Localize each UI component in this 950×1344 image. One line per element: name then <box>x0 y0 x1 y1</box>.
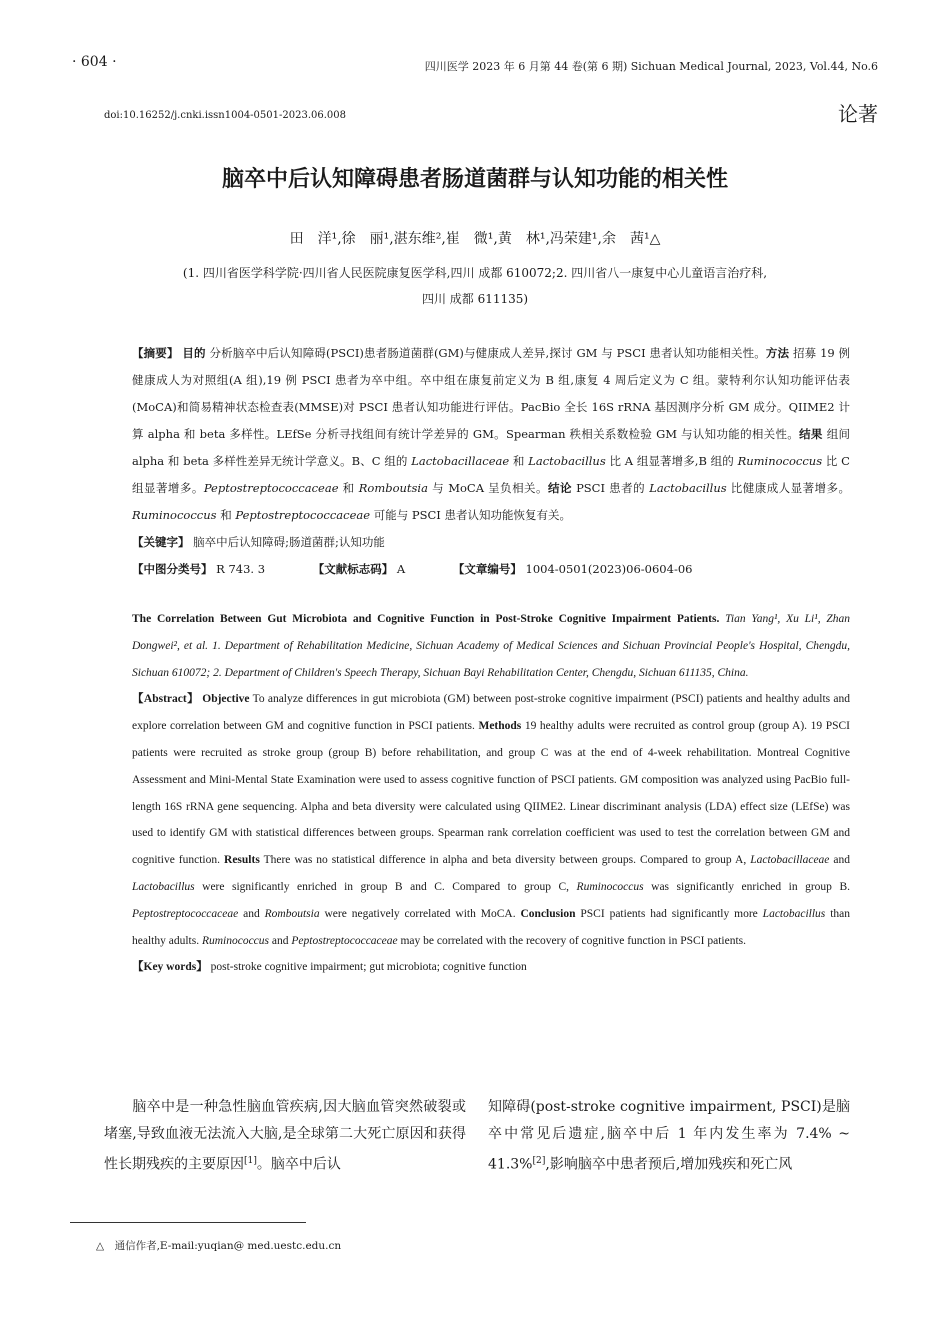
taxon: Peptostreptococcaceae <box>235 508 371 522</box>
results-text: 比 A 组显著增多,B 组的 <box>605 454 738 468</box>
body-column-right <box>488 1094 850 1179</box>
abstract-chinese <box>104 340 850 583</box>
methods-label: Methods <box>478 720 522 733</box>
doc-code-label: 【文献标志码】 <box>312 562 394 576</box>
corresponding-author-footnote: △ 通信作者,E-mail:yuqian@ med.uestc.edu.cn <box>96 1240 342 1252</box>
results-text: were negatively correlated with MoCA. <box>319 907 516 920</box>
taxon: Romboutsia <box>358 481 428 495</box>
abstract-en-body <box>104 686 850 954</box>
citation[interactable]: [2] <box>532 1156 546 1166</box>
authors: 田 洋¹,徐 丽¹,湛东维²,崔 微¹,黄 林¹,冯荣建¹,余 茜¹△ <box>289 231 661 247</box>
taxon: Peptostreptococcaceae <box>291 934 398 947</box>
taxon: Lactobacillus <box>132 880 195 893</box>
article-title: 脑卒中后认知障碍患者肠道菌群与认知功能的相关性 <box>221 167 728 192</box>
taxon: Peptostreptococcaceae <box>132 907 239 920</box>
body-text: 知障碍(post-stroke cognitive impairment, PSCI)是脑卒中常见后遗症,脑卒中后 1 年内发生率为 7.4% ~ 41.3% <box>488 1099 850 1173</box>
clc-label: 【中图分类号】 <box>132 562 213 576</box>
methods-text: 19 healthy adults were recruited as control group (group A). 19 PSCI patients were recruited as stroke group (group B) before rehabilitation, and group C was at the end of 4-week rehabilitation. Montreal Cognitive Assessment and Mini-Mental State Examination were used to assess cognitive function of PSCI patients. GM composition was analyzed using PacBio full-length 16S rRNA gene sequencing. Alpha and beta diversity were calculated using QIIME2. Linear discriminant analysis (LDA) effect size (LEfSe) was used to identify GM with statistical differences between groups. Spearman rank correlation coefficient was used to test the correlation between GM and cognitive function. <box>132 720 850 867</box>
taxon: Romboutsia <box>264 907 320 920</box>
body-text: 。脑卒中后认 <box>256 1156 341 1173</box>
footnote-divider <box>70 1222 306 1223</box>
taxon: Ruminococcus <box>576 880 644 893</box>
article-type: 论著 <box>838 102 878 126</box>
taxon: Ruminococcus <box>201 934 270 947</box>
methods-text: 招募 19 例健康成人为对照组(A 组),19 例 PSCI 患者为卒中组。卒中组在康复前定义为 B 组,康复 4 周后定义为 C 组。蒙特利尔认知功能评估表(MoCA)和简易精神状态检查表(MMSE)对 PSCI 患者认知功能进行评估。PacBio 全长 16S rRNA 基因测序分析 GM 成分。QIIME2 计算 alpha 和 beta 多样性。LEfSe 分析寻找组间有统计学差异的 GM。Spearman 秩相关系数检验 GM 与认知功能的相关性。 <box>132 346 851 441</box>
abstract-label: 【摘要】 <box>132 346 179 360</box>
results-text: 与 MoCA 呈负相关。 <box>427 481 548 495</box>
results-text: 比 C 组显著增多。 <box>132 454 850 495</box>
results-text: There was no statistical difference in alpha and beta diversity between groups. Compared to group A, <box>263 854 751 867</box>
english-title: The Correlation Between Gut Microbiota and Cognitive Function in Post-Stroke Cognitive Impairment Patients. <box>132 613 720 625</box>
body-text: ,影响脑卒中患者预后,增加残疾和死亡风 <box>545 1156 793 1173</box>
keywords-label: 【关键字】 <box>132 535 190 549</box>
taxon: Lactobacillus <box>528 454 606 468</box>
page-number: · 604 · <box>72 54 117 70</box>
results-text: 组间 alpha 和 beta 多样性差异无统计学意义。B、C 组的 <box>132 427 851 468</box>
results-label: Results <box>224 854 260 867</box>
conclusion-text: 和 <box>216 508 236 522</box>
conclusion-text: 可能与 PSCI 患者认知功能恢复有关。 <box>370 508 571 522</box>
affiliation-line: 四川 成都 611135) <box>421 292 529 306</box>
objective-label: 目的 <box>182 346 206 360</box>
results-text: 和 <box>509 454 529 468</box>
running-header: 四川医学 2023 年 6 月第 44 卷(第 6 期) Sichuan Medical Journal, 2023, Vol.44, No.6 <box>424 60 878 73</box>
keywords-cn <box>104 529 850 556</box>
taxon: Lactobacillus <box>649 481 727 495</box>
conclusion-text: PSCI patients had significantly more <box>580 907 763 920</box>
results-label: 结果 <box>799 427 823 441</box>
affiliation-line: (1. 四川省医学科学院·四川省人民医院康复医学科,四川 成都 610072;2. 四川省八一康复中心儿童语言治疗科, <box>182 266 768 280</box>
citation[interactable]: [1] <box>244 1156 257 1166</box>
conclusion-text: PSCI 患者的 <box>576 481 650 495</box>
taxon: Lactobacillaceae <box>411 454 510 468</box>
objective-label: Objective <box>202 693 250 706</box>
article-no-label: 【文章编号】 <box>452 562 522 576</box>
affiliations <box>130 260 820 312</box>
results-text: and <box>829 854 851 867</box>
objective-text: To analyze differences in gut microbiota (GM) between post-stroke cognitive impairment (PSCI) patients and healthy adults and explore correlation between GM and cognitive function in PSCI patients. <box>132 693 851 733</box>
keywords-text: post-stroke cognitive impairment; gut microbiota; cognitive function <box>210 961 527 974</box>
conclusion-text: 比健康成人显著增多。 <box>726 481 851 495</box>
results-text: was significantly enriched in group B. <box>643 880 850 893</box>
conclusion-label: 结论 <box>547 481 572 495</box>
taxon: Lactobacillaceae <box>750 854 830 867</box>
keywords-label: 【Key words】 <box>132 961 208 974</box>
classification-row <box>104 556 850 583</box>
abstract-cn-body <box>104 340 850 529</box>
article-no-value: 1004-0501(2023)06-0604-06 <box>525 562 693 576</box>
clc-value: R 743. 3 <box>216 562 266 576</box>
abstract-label: 【Abstract】 <box>132 693 199 706</box>
body-column-left <box>104 1094 466 1179</box>
methods-label: 方法 <box>765 346 790 360</box>
conclusion-label: Conclusion <box>520 907 576 920</box>
results-text: and <box>238 907 265 920</box>
conclusion-text: may be correlated with the recovery of cognitive function in PSCI patients. <box>397 934 747 947</box>
abstract-english <box>104 606 850 981</box>
keywords-en <box>104 954 850 981</box>
english-title-block <box>104 606 850 686</box>
doc-code-value: A <box>396 562 406 576</box>
taxon: Lactobacillus <box>762 907 826 920</box>
objective-text: 分析脑卒中后认知障碍(PSCI)患者肠道菌群(GM)与健康成人差异,探讨 GM 与 PSCI 患者认知功能相关性。 <box>209 346 766 360</box>
keywords-text: 脑卒中后认知障碍;肠道菌群;认知功能 <box>193 535 385 549</box>
conclusion-text: and <box>269 934 292 947</box>
english-authors: Tian Yang¹, Xu Li¹, Zhan Dongwei², et al. 1. Department of Rehabilitation Medicine, Sichuan Academy of Medical Sciences and Sichuan Provincial People's Hospital, Chengdu, Sichuan 610072; 2. Department of Children's Speech Therapy, Sichuan Bayi Rehabilitation Center, Chengdu, Sichuan 611135, China. <box>132 613 851 679</box>
results-text: were significantly enriched in group B and C. Compared to group C, <box>194 880 577 893</box>
taxon: Ruminococcus <box>737 454 823 468</box>
results-text: 和 <box>338 481 359 495</box>
taxon: Peptostreptococcaceae <box>203 481 339 495</box>
body-text: 脑卒中是一种急性脑血管疾病,因大脑血管突然破裂或堵塞,导致血液无法流入大脑,是全球第二大死亡原因和获得性长期残疾的主要原因 <box>104 1099 466 1173</box>
conclusion-text: than healthy adults. <box>132 907 850 947</box>
doi: doi:10.16252/j.cnki.issn1004-0501-2023.06.008 <box>104 110 347 121</box>
taxon: Ruminococcus <box>132 508 217 522</box>
